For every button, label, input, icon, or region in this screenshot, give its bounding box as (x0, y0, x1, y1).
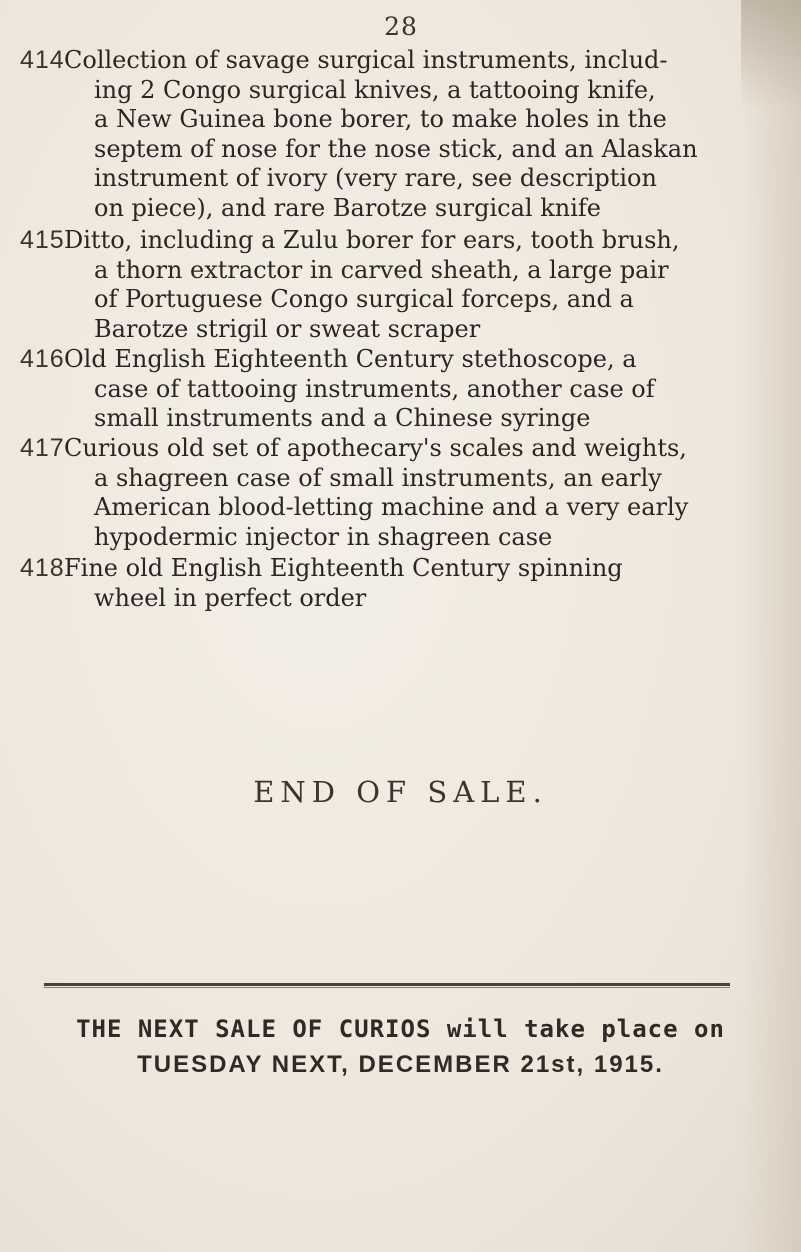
lot-description-line: Fine old English Eighteenth Century spinning (64, 554, 623, 582)
lot-description-line: hypodermic injector in shagreen case (94, 522, 553, 551)
lot-description-line: instrument of ivory (very rare, see description (94, 164, 657, 192)
lot-description (64, 226, 754, 344)
lot-description-line: Barotze strigil or sweat scraper (94, 314, 481, 343)
lot-description-line: a thorn extractor in carved sheath, a large pair (94, 255, 669, 284)
lot-description-line: case of tattooing instruments, another case of (94, 374, 655, 403)
lot-description-line: Ditto, including a Zulu borer for ears, tooth brush, (64, 226, 680, 254)
lot-description-line: on piece), and rare Barotze surgical knife (94, 193, 601, 222)
lot-number: 414 (20, 46, 65, 74)
lot-description-line: a shagreen case of small instruments, an early (94, 463, 662, 492)
lot-description (64, 554, 754, 613)
lot-description-line: Curious old set of apothecary's scales and weights, (64, 434, 687, 462)
next-sale-date: TUESDAY NEXT, DECEMBER 21st, 1915. (137, 1051, 664, 1078)
lot-number: 415 (20, 226, 65, 254)
lot-number: 417 (20, 434, 65, 462)
divider-rule (44, 983, 730, 986)
lot-description-line: wheel in perfect order (94, 583, 367, 612)
lot-description-line: Old English Eighteenth Century stethoscope, a (64, 345, 637, 373)
lot-description-line: small instruments and a Chinese syringe (94, 404, 591, 432)
lot-description (64, 434, 754, 552)
lot-description-line: septem of nose for the nose stick, and an Alaskan (94, 134, 698, 163)
next-sale-notice: THE NEXT SALE OF CURIOS will take place on (76, 1015, 725, 1043)
lot-description-line: ing 2 Congo surgical knives, a tattooing knife, (94, 75, 656, 104)
lot-description (64, 345, 754, 434)
page-number: 28 (384, 12, 418, 41)
lot-description-line: a New Guinea bone borer, to make holes in the (94, 105, 667, 133)
lot-description-line: American blood-letting machine and a very early (94, 493, 689, 521)
lot-number: 416 (20, 345, 65, 373)
lot-description (64, 46, 754, 223)
lot-description-line: of Portuguese Congo surgical forceps, and a (94, 285, 634, 313)
lot-number: 418 (20, 554, 65, 582)
divider-rule-thin (44, 987, 730, 988)
lot-description-line: Collection of savage surgical instruments, includ- (64, 46, 668, 74)
end-of-sale-heading: END OF SALE. (253, 775, 548, 809)
